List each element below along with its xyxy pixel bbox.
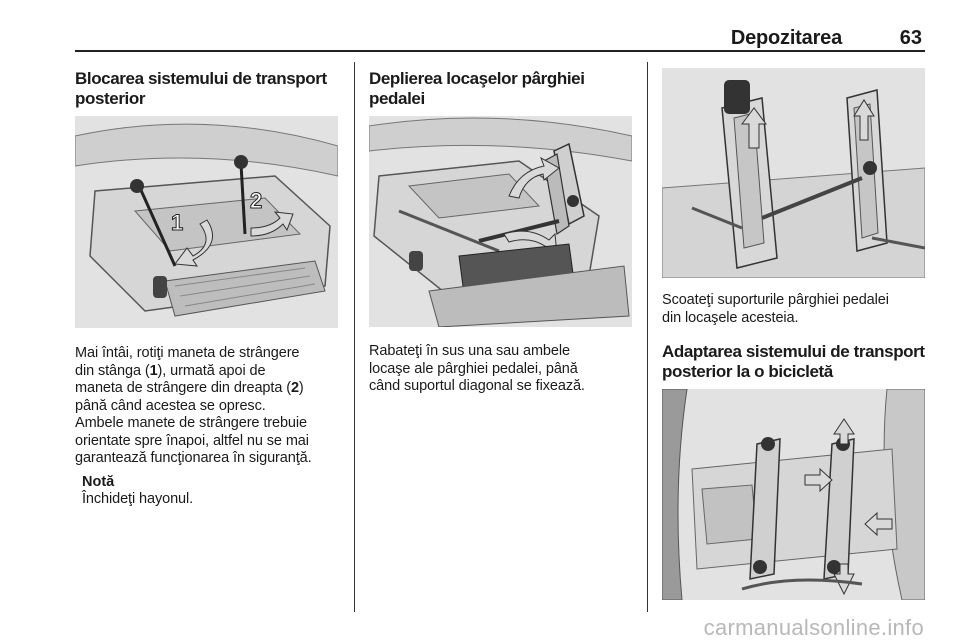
- page-number: 63: [899, 27, 922, 49]
- note-text: Închideţi hayonul.: [82, 491, 194, 507]
- col1-line: orientate spre înapoi, altfel nu se mai: [75, 432, 309, 449]
- col3-line: din locaşele acesteia.: [662, 309, 799, 326]
- col3-paragraph: [662, 292, 937, 327]
- col1-line: garantează funcţionarea în siguranţă.: [75, 450, 312, 466]
- col2-heading: Deplierea locaşelor pârghiei pedalei: [369, 69, 585, 108]
- header-rule: [75, 50, 925, 52]
- col3-line: Scoateţi suporturile pârghiei pedalei: [662, 292, 889, 308]
- col2-line: când suportul diagonal se fixează.: [369, 378, 585, 394]
- figure-callout-2: 2: [250, 188, 263, 213]
- column-divider-1: [354, 62, 355, 612]
- note-title: Notă: [82, 474, 115, 490]
- col1-line: Mai întâi, rotiţi maneta de strângere: [75, 345, 300, 361]
- figure-pedal-lever-sockets: [369, 116, 632, 327]
- col1-heading: Blocarea sistemului de transport posterior: [75, 69, 327, 108]
- col2-line: locaşe ale pârghiei pedalei, până: [369, 360, 578, 377]
- col1-line: până când acestea se opresc.: [75, 397, 266, 414]
- section-title: Depozitarea: [730, 27, 842, 49]
- col2-line: Rabateţi în sus una sau ambele: [369, 343, 570, 359]
- col2-paragraph: [369, 343, 644, 396]
- column-divider-2: [647, 62, 648, 612]
- col1-line: Ambele manete de strângere trebuie: [75, 415, 307, 431]
- figure-callout-1: 1: [171, 210, 184, 235]
- figure-remove-pedal-supports: [662, 68, 925, 278]
- col1-paragraph: [75, 345, 350, 468]
- figure-locking-levers: [75, 116, 338, 328]
- watermark: carmanualsonline.info: [703, 615, 924, 640]
- figure-adapt-to-bicycle: [662, 389, 925, 600]
- col3-heading: Adaptarea sistemului de transport posterior la o bicicletă: [662, 342, 925, 381]
- col1-line: din stânga (1), urmată apoi de: [75, 362, 266, 379]
- col1-line: maneta de strângere din dreapta (2): [75, 380, 304, 396]
